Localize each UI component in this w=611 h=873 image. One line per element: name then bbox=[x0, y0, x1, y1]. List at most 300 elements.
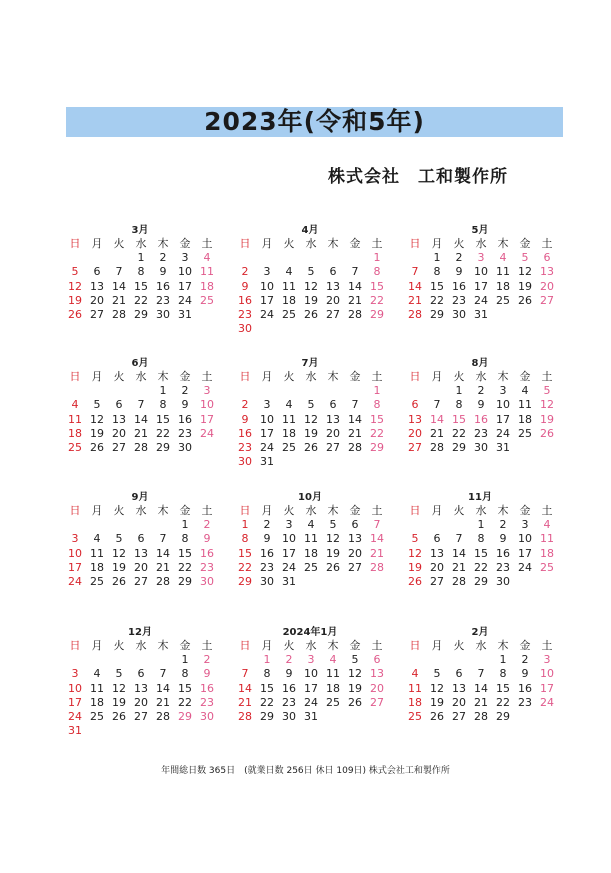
day-cell: 28 bbox=[370, 560, 384, 574]
day-cell: 5 bbox=[433, 667, 441, 681]
day-cell: 19 bbox=[518, 279, 532, 293]
day-cell: 12 bbox=[348, 667, 362, 681]
day-cell: 24 bbox=[304, 695, 318, 709]
day-cell: 25 bbox=[200, 293, 214, 307]
day-cell: 13 bbox=[370, 667, 384, 681]
day-cell: 13 bbox=[408, 412, 422, 426]
day-cell: 24 bbox=[260, 308, 274, 321]
month-title: 4月 bbox=[301, 225, 319, 236]
day-cell: 2 bbox=[159, 251, 167, 265]
day-cell: 21 bbox=[156, 560, 170, 574]
day-cell: 9 bbox=[521, 667, 529, 681]
day-cell: 19 bbox=[348, 681, 362, 695]
day-cell: 26 bbox=[304, 308, 318, 321]
day-cell: 1 bbox=[499, 653, 507, 667]
day-cell: 5 bbox=[521, 251, 529, 265]
weekday-label: 金 bbox=[349, 639, 361, 652]
weekday-label: 火 bbox=[453, 370, 465, 383]
weekday-label: 土 bbox=[541, 639, 553, 652]
day-cell: 15 bbox=[496, 681, 510, 695]
day-cell: 9 bbox=[285, 667, 293, 681]
day-cell: 31 bbox=[282, 575, 296, 588]
day-cell: 18 bbox=[90, 560, 104, 574]
day-cell: 13 bbox=[452, 681, 466, 695]
day-cell: 15 bbox=[370, 279, 384, 293]
day-cell: 17 bbox=[200, 412, 214, 426]
day-cell: 15 bbox=[474, 546, 488, 560]
day-cell: 22 bbox=[178, 560, 192, 574]
day-cell: 30 bbox=[178, 441, 192, 454]
weekday-label: 木 bbox=[327, 639, 339, 652]
day-cell: 17 bbox=[260, 293, 274, 307]
weekday-label: 金 bbox=[349, 237, 361, 250]
day-cell: 1 bbox=[433, 251, 441, 265]
day-cell: 2 bbox=[499, 518, 507, 532]
day-cell: 18 bbox=[540, 546, 554, 560]
day-cell: 14 bbox=[238, 681, 252, 695]
day-cell: 5 bbox=[93, 398, 101, 412]
weekday-label: 土 bbox=[541, 370, 553, 383]
day-cell: 3 bbox=[521, 518, 529, 532]
day-cell: 23 bbox=[238, 441, 252, 454]
weekday-label: 火 bbox=[453, 639, 465, 652]
day-cell: 29 bbox=[178, 575, 192, 588]
day-cell: 28 bbox=[134, 441, 148, 454]
weekday-label: 日 bbox=[409, 237, 421, 250]
day-cell: 16 bbox=[238, 426, 252, 440]
day-cell: 29 bbox=[238, 575, 252, 588]
day-cell: 14 bbox=[408, 279, 422, 293]
day-cell: 24 bbox=[178, 293, 192, 307]
weekday-label: 日 bbox=[239, 639, 251, 652]
weekday-label: 火 bbox=[283, 639, 295, 652]
day-cell: 22 bbox=[452, 426, 466, 440]
day-cell: 15 bbox=[156, 412, 170, 426]
day-cell: 11 bbox=[90, 681, 104, 695]
day-cell: 2 bbox=[455, 251, 463, 265]
weekday-label: 金 bbox=[349, 504, 361, 517]
weekday-label: 月 bbox=[91, 504, 103, 517]
weekday-header bbox=[234, 237, 386, 251]
day-cell: 28 bbox=[408, 308, 422, 321]
weekday-label: 水 bbox=[305, 237, 317, 250]
weekday-header bbox=[64, 370, 216, 384]
day-cell: 8 bbox=[181, 532, 189, 546]
day-cell: 7 bbox=[477, 667, 485, 681]
day-cell: 12 bbox=[518, 265, 532, 279]
day-cell: 20 bbox=[452, 695, 466, 709]
weekday-label: 土 bbox=[201, 639, 213, 652]
weekday-label: 火 bbox=[453, 237, 465, 250]
day-cell: 21 bbox=[408, 293, 422, 307]
day-cell: 7 bbox=[115, 265, 123, 279]
day-cell: 30 bbox=[282, 710, 296, 723]
weekday-label: 月 bbox=[261, 504, 273, 517]
day-cell: 29 bbox=[474, 575, 488, 588]
weekday-label: 土 bbox=[371, 504, 383, 517]
weekday-label: 月 bbox=[261, 237, 273, 250]
weekday-label: 金 bbox=[179, 370, 191, 383]
day-cell: 2 bbox=[263, 518, 271, 532]
day-cell: 21 bbox=[156, 695, 170, 709]
day-cell: 6 bbox=[329, 398, 337, 412]
weekday-label: 土 bbox=[371, 639, 383, 652]
weekday-label: 日 bbox=[409, 504, 421, 517]
day-cell: 27 bbox=[90, 308, 104, 321]
day-cell: 14 bbox=[348, 412, 362, 426]
day-cell: 19 bbox=[540, 412, 554, 426]
day-cell: 22 bbox=[430, 293, 444, 307]
day-cell: 15 bbox=[430, 279, 444, 293]
day-cell: 5 bbox=[351, 653, 359, 667]
day-cell: 19 bbox=[112, 695, 126, 709]
weekday-label: 金 bbox=[519, 639, 531, 652]
day-cell: 16 bbox=[496, 546, 510, 560]
day-cell: 22 bbox=[260, 695, 274, 709]
weekday-label: 火 bbox=[283, 237, 295, 250]
day-cell: 17 bbox=[260, 426, 274, 440]
day-cell: 9 bbox=[263, 532, 271, 546]
weekday-label: 火 bbox=[283, 504, 295, 517]
weekday-label: 月 bbox=[431, 370, 443, 383]
day-cell: 20 bbox=[408, 426, 422, 440]
day-cell: 11 bbox=[282, 412, 296, 426]
day-cell: 18 bbox=[90, 695, 104, 709]
day-cell: 7 bbox=[159, 667, 167, 681]
day-cell: 27 bbox=[134, 575, 148, 588]
day-cell: 17 bbox=[496, 412, 510, 426]
day-cell: 10 bbox=[260, 279, 274, 293]
day-cell: 19 bbox=[304, 293, 318, 307]
day-cell: 16 bbox=[452, 279, 466, 293]
day-cell: 23 bbox=[200, 560, 214, 574]
day-cell: 15 bbox=[238, 546, 252, 560]
day-cell: 18 bbox=[282, 293, 296, 307]
day-cell: 28 bbox=[348, 308, 362, 321]
day-cell: 30 bbox=[200, 710, 214, 723]
day-cell: 30 bbox=[452, 308, 466, 321]
day-cell: 21 bbox=[430, 426, 444, 440]
day-cell: 10 bbox=[68, 681, 82, 695]
day-cell: 21 bbox=[370, 546, 384, 560]
weekday-label: 木 bbox=[497, 370, 509, 383]
weekday-header bbox=[64, 639, 216, 653]
day-cell: 2 bbox=[241, 398, 249, 412]
day-cell: 9 bbox=[455, 265, 463, 279]
day-cell: 16 bbox=[518, 681, 532, 695]
day-cell: 7 bbox=[351, 265, 359, 279]
day-cell: 13 bbox=[90, 279, 104, 293]
day-cell: 23 bbox=[474, 426, 488, 440]
day-cell: 12 bbox=[90, 412, 104, 426]
day-cell: 2 bbox=[477, 384, 485, 398]
weekday-header bbox=[404, 237, 556, 251]
day-cell: 13 bbox=[430, 546, 444, 560]
day-cell: 6 bbox=[115, 398, 123, 412]
day-cell: 4 bbox=[521, 384, 529, 398]
month-title: 2月 bbox=[471, 627, 489, 638]
day-cell: 20 bbox=[134, 695, 148, 709]
day-cell: 4 bbox=[93, 667, 101, 681]
month-title: 6月 bbox=[131, 358, 149, 369]
weekday-label: 土 bbox=[371, 370, 383, 383]
day-cell: 10 bbox=[68, 546, 82, 560]
day-cell: 5 bbox=[411, 532, 419, 546]
day-cell: 24 bbox=[474, 293, 488, 307]
day-cell: 6 bbox=[373, 653, 381, 667]
day-cell: 4 bbox=[71, 398, 79, 412]
month-title: 5月 bbox=[471, 225, 489, 236]
day-cell: 17 bbox=[68, 560, 82, 574]
day-cell: 1 bbox=[159, 384, 167, 398]
day-cell: 14 bbox=[156, 546, 170, 560]
day-cell: 14 bbox=[112, 279, 126, 293]
weekday-label: 日 bbox=[409, 370, 421, 383]
day-cell: 20 bbox=[540, 279, 554, 293]
day-cell: 30 bbox=[200, 575, 214, 588]
day-cell: 14 bbox=[348, 279, 362, 293]
day-cell: 30 bbox=[260, 575, 274, 588]
day-cell: 22 bbox=[134, 293, 148, 307]
day-cell: 3 bbox=[499, 384, 507, 398]
day-cell: 4 bbox=[203, 251, 211, 265]
day-cell: 19 bbox=[68, 293, 82, 307]
day-cell: 14 bbox=[452, 546, 466, 560]
day-cell: 21 bbox=[134, 426, 148, 440]
weekday-label: 木 bbox=[157, 639, 169, 652]
day-cell: 16 bbox=[238, 293, 252, 307]
day-cell: 10 bbox=[200, 398, 214, 412]
weekday-label: 月 bbox=[261, 370, 273, 383]
day-cell: 20 bbox=[326, 426, 340, 440]
day-cell: 23 bbox=[260, 560, 274, 574]
weekday-label: 水 bbox=[305, 639, 317, 652]
day-cell: 8 bbox=[499, 667, 507, 681]
day-cell: 4 bbox=[93, 532, 101, 546]
day-cell: 5 bbox=[115, 532, 123, 546]
day-cell: 25 bbox=[326, 695, 340, 709]
day-cell: 3 bbox=[181, 251, 189, 265]
day-cell: 6 bbox=[543, 251, 551, 265]
day-cell: 30 bbox=[474, 441, 488, 454]
weekday-label: 火 bbox=[453, 504, 465, 517]
day-cell: 20 bbox=[90, 293, 104, 307]
day-cell: 10 bbox=[260, 412, 274, 426]
weekday-label: 日 bbox=[409, 639, 421, 652]
weekday-label: 土 bbox=[201, 237, 213, 250]
day-cell: 11 bbox=[90, 546, 104, 560]
weekday-label: 日 bbox=[239, 237, 251, 250]
day-cell: 13 bbox=[326, 412, 340, 426]
weekday-label: 水 bbox=[135, 639, 147, 652]
day-cell: 10 bbox=[282, 532, 296, 546]
month-title: 7月 bbox=[301, 358, 319, 369]
day-cell: 3 bbox=[543, 653, 551, 667]
day-cell: 24 bbox=[200, 426, 214, 440]
day-cell: 16 bbox=[282, 681, 296, 695]
day-cell: 8 bbox=[159, 398, 167, 412]
weekday-header bbox=[64, 237, 216, 251]
day-cell: 24 bbox=[540, 695, 554, 709]
day-cell: 16 bbox=[260, 546, 274, 560]
weekday-label: 水 bbox=[305, 370, 317, 383]
day-cell: 11 bbox=[68, 412, 82, 426]
day-cell: 28 bbox=[430, 441, 444, 454]
day-cell: 6 bbox=[137, 532, 145, 546]
day-cell: 27 bbox=[348, 560, 362, 574]
day-cell: 5 bbox=[543, 384, 551, 398]
weekday-label: 土 bbox=[541, 237, 553, 250]
day-cell: 5 bbox=[115, 667, 123, 681]
day-cell: 25 bbox=[408, 710, 422, 723]
day-cell: 11 bbox=[304, 532, 318, 546]
day-cell: 14 bbox=[430, 412, 444, 426]
day-cell: 31 bbox=[304, 710, 318, 723]
day-cell: 19 bbox=[112, 560, 126, 574]
weekday-label: 木 bbox=[327, 237, 339, 250]
day-cell: 21 bbox=[348, 293, 362, 307]
day-cell: 9 bbox=[159, 265, 167, 279]
day-cell: 18 bbox=[68, 426, 82, 440]
weekday-label: 日 bbox=[69, 370, 81, 383]
weekday-label: 木 bbox=[497, 504, 509, 517]
day-cell: 13 bbox=[112, 412, 126, 426]
day-cell: 23 bbox=[452, 293, 466, 307]
weekday-label: 水 bbox=[475, 504, 487, 517]
day-cell: 19 bbox=[90, 426, 104, 440]
day-cell: 28 bbox=[112, 308, 126, 321]
weekday-label: 日 bbox=[69, 639, 81, 652]
weekday-label: 木 bbox=[157, 504, 169, 517]
weekday-label: 水 bbox=[135, 237, 147, 250]
day-cell: 17 bbox=[68, 695, 82, 709]
day-cell: 25 bbox=[304, 560, 318, 574]
day-cell: 16 bbox=[200, 546, 214, 560]
day-cell: 12 bbox=[112, 546, 126, 560]
day-cell: 25 bbox=[90, 710, 104, 723]
day-cell: 3 bbox=[477, 251, 485, 265]
day-cell: 15 bbox=[178, 546, 192, 560]
day-cell: 29 bbox=[134, 308, 148, 321]
day-cell: 22 bbox=[474, 560, 488, 574]
weekday-header bbox=[234, 639, 386, 653]
day-cell: 28 bbox=[452, 575, 466, 588]
day-cell: 22 bbox=[370, 426, 384, 440]
weekday-label: 日 bbox=[239, 504, 251, 517]
day-cell: 1 bbox=[263, 653, 271, 667]
weekday-label: 木 bbox=[497, 639, 509, 652]
day-cell: 19 bbox=[408, 560, 422, 574]
day-cell: 24 bbox=[68, 575, 82, 588]
day-cell: 25 bbox=[518, 426, 532, 440]
day-cell: 4 bbox=[329, 653, 337, 667]
day-cell: 22 bbox=[156, 426, 170, 440]
weekday-label: 金 bbox=[179, 504, 191, 517]
weekday-label: 月 bbox=[431, 639, 443, 652]
weekday-label: 水 bbox=[475, 370, 487, 383]
day-cell: 13 bbox=[326, 279, 340, 293]
day-cell: 2 bbox=[285, 653, 293, 667]
day-cell: 12 bbox=[112, 681, 126, 695]
day-cell: 26 bbox=[90, 441, 104, 454]
weekday-label: 金 bbox=[179, 639, 191, 652]
day-cell: 15 bbox=[370, 412, 384, 426]
day-cell: 22 bbox=[238, 560, 252, 574]
weekday-label: 水 bbox=[135, 370, 147, 383]
day-cell: 4 bbox=[285, 398, 293, 412]
day-cell: 12 bbox=[326, 532, 340, 546]
day-cell: 22 bbox=[370, 293, 384, 307]
day-cell: 23 bbox=[496, 560, 510, 574]
day-cell: 8 bbox=[373, 265, 381, 279]
weekday-label: 月 bbox=[261, 639, 273, 652]
day-cell: 31 bbox=[474, 308, 488, 321]
weekday-header bbox=[404, 504, 556, 518]
day-cell: 9 bbox=[203, 667, 211, 681]
day-cell: 6 bbox=[433, 532, 441, 546]
weekday-label: 土 bbox=[541, 504, 553, 517]
day-cell: 24 bbox=[68, 710, 82, 723]
day-cell: 3 bbox=[71, 532, 79, 546]
day-cell: 13 bbox=[134, 681, 148, 695]
weekday-label: 火 bbox=[283, 370, 295, 383]
day-cell: 25 bbox=[540, 560, 554, 574]
calendar-title: 2023年(令和5年) bbox=[204, 107, 425, 136]
day-cell: 18 bbox=[518, 412, 532, 426]
day-cell: 5 bbox=[307, 265, 315, 279]
day-cell: 3 bbox=[71, 667, 79, 681]
weekday-label: 水 bbox=[135, 504, 147, 517]
day-cell: 24 bbox=[518, 560, 532, 574]
day-cell: 28 bbox=[156, 575, 170, 588]
day-cell: 31 bbox=[260, 455, 274, 469]
day-cell: 30 bbox=[156, 308, 170, 321]
day-cell: 29 bbox=[156, 441, 170, 454]
day-cell: 28 bbox=[348, 441, 362, 454]
month-title: 12月 bbox=[128, 627, 152, 638]
day-cell: 31 bbox=[68, 724, 82, 738]
company-name: 株式会社 工和製作所 bbox=[328, 167, 508, 187]
day-cell: 27 bbox=[540, 293, 554, 307]
day-cell: 23 bbox=[156, 293, 170, 307]
day-cell: 22 bbox=[178, 695, 192, 709]
day-cell: 26 bbox=[430, 710, 444, 723]
weekday-label: 木 bbox=[327, 504, 339, 517]
weekday-label: 火 bbox=[113, 504, 125, 517]
day-cell: 1 bbox=[181, 653, 189, 667]
day-cell: 29 bbox=[370, 441, 384, 454]
day-cell: 9 bbox=[241, 412, 249, 426]
day-cell: 6 bbox=[329, 265, 337, 279]
day-cell: 21 bbox=[112, 293, 126, 307]
day-cell: 8 bbox=[455, 398, 463, 412]
day-cell: 27 bbox=[326, 441, 340, 454]
day-cell: 2 bbox=[181, 384, 189, 398]
month-title: 8月 bbox=[471, 358, 489, 369]
day-cell: 5 bbox=[329, 518, 337, 532]
day-cell: 17 bbox=[540, 681, 554, 695]
day-cell: 26 bbox=[348, 695, 362, 709]
day-cell: 26 bbox=[68, 308, 82, 321]
day-cell: 30 bbox=[496, 575, 510, 588]
weekday-label: 金 bbox=[349, 370, 361, 383]
day-cell: 8 bbox=[477, 532, 485, 546]
day-cell: 25 bbox=[282, 441, 296, 454]
day-cell: 18 bbox=[282, 426, 296, 440]
day-cell: 7 bbox=[455, 532, 463, 546]
weekday-label: 月 bbox=[91, 237, 103, 250]
day-cell: 10 bbox=[474, 265, 488, 279]
